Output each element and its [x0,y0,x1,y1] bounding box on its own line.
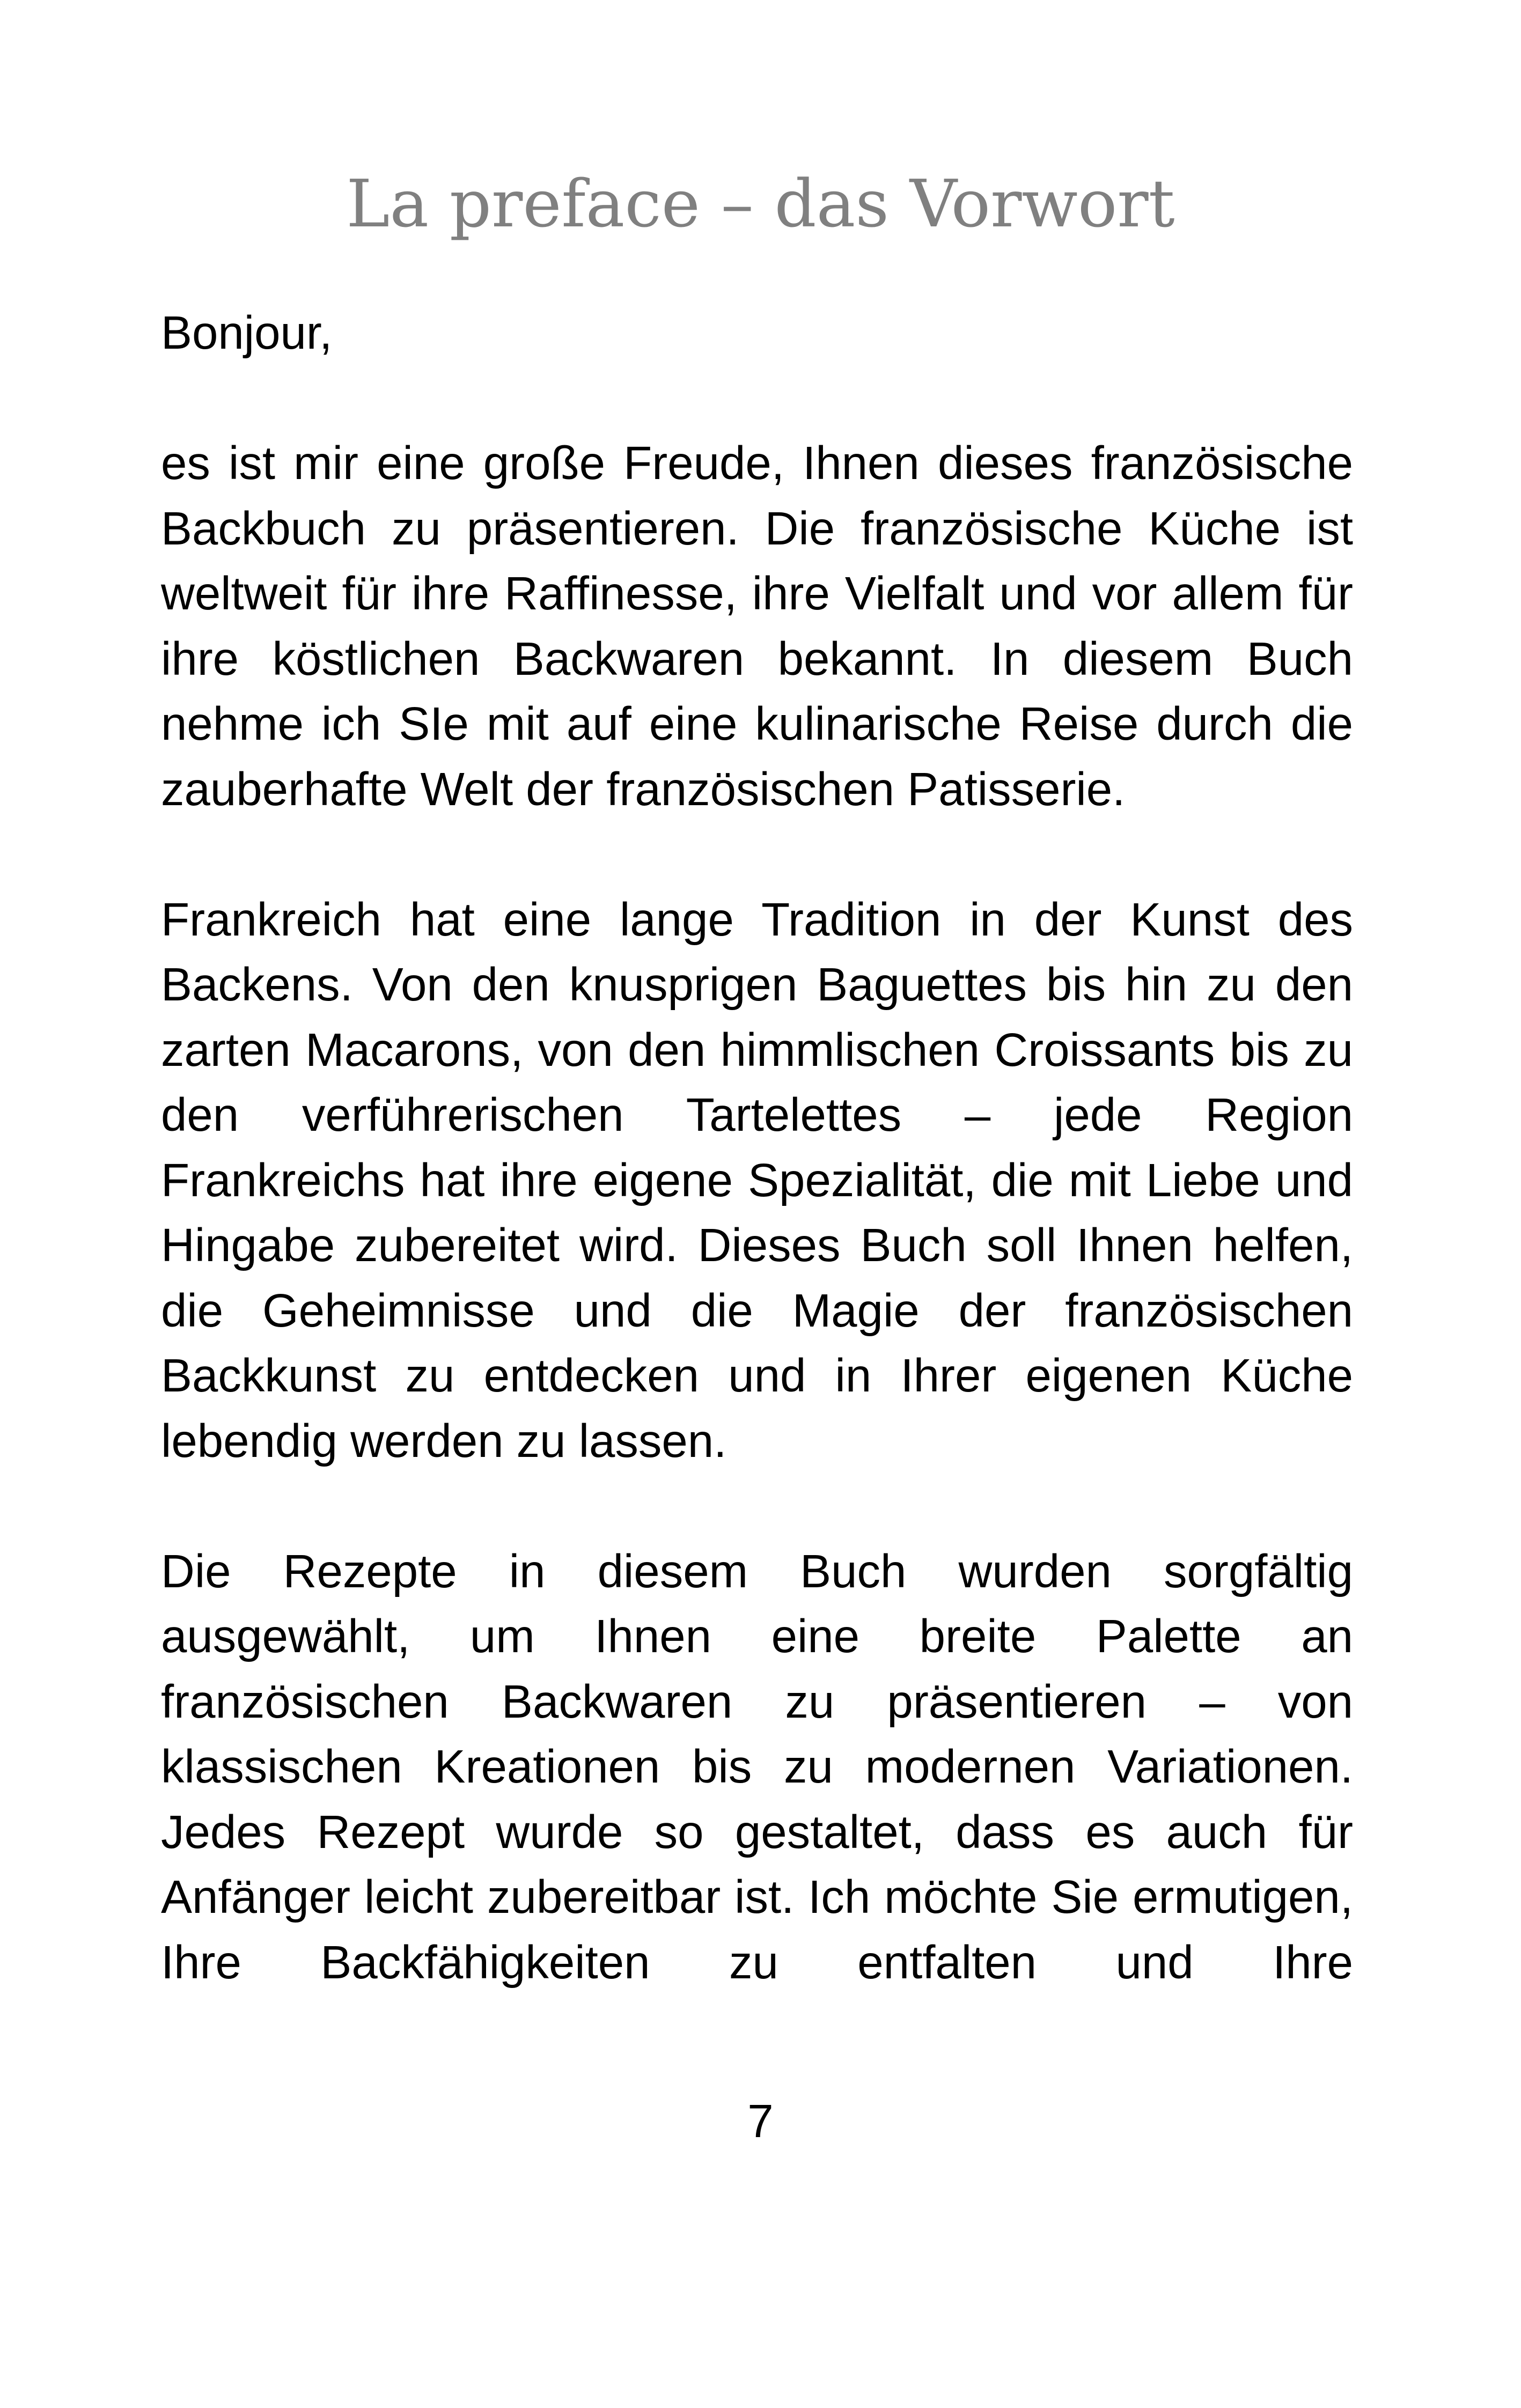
paragraph-1: es ist mir eine große Freude, Ihnen dieses französische Backbuch zu präsentieren. Die französische Küche ist weltweit für ihre Raffinesse, ihre Vielfalt und vor allem für ihre köstlichen Backwaren bekannt. In diesem Buch nehme ich SIe mit auf eine kulinarische Reise durch die zauberhafte Welt der französischen Patisserie. [161,437,1353,815]
body-text [161,300,1353,1995]
greeting: Bonjour, [161,307,333,359]
page-number: 7 [747,2095,774,2147]
paragraph-2: Frankreich hat eine lange Tradition in der Kunst des Backens. Von den knusprigen Baguettes bis hin zu den zarten Macarons, von den himmlischen Croissants bis zu den verführerischen Tartelettes – jede Region Frankreichs hat ihre eigene Spezialität, die mit Liebe und Hingabe zubereitet wird. Dieses Buch soll Ihnen helfen, die Geheimnisse und die Magie der französischen Backkunst zu entdecken und in Ihrer eigenen Küche lebendig werden zu lassen. [161,893,1353,1467]
page-title: La preface – das Vorwort [346,166,1175,242]
paragraph-3: Die Rezepte in diesem Buch wurden sorgfältig ausgewählt, um Ihnen eine breite Palette an französischen Backwaren zu präsentieren – von klassischen Kreationen bis zu modernen Variationen. Jedes Rezept wurde so gestaltet, dass es auch für Anfänger leicht zubereitbar ist. Ich möchte Sie ermutigen, Ihre Backfähigkeiten zu entfalten und Ihre [161,1545,1353,1989]
